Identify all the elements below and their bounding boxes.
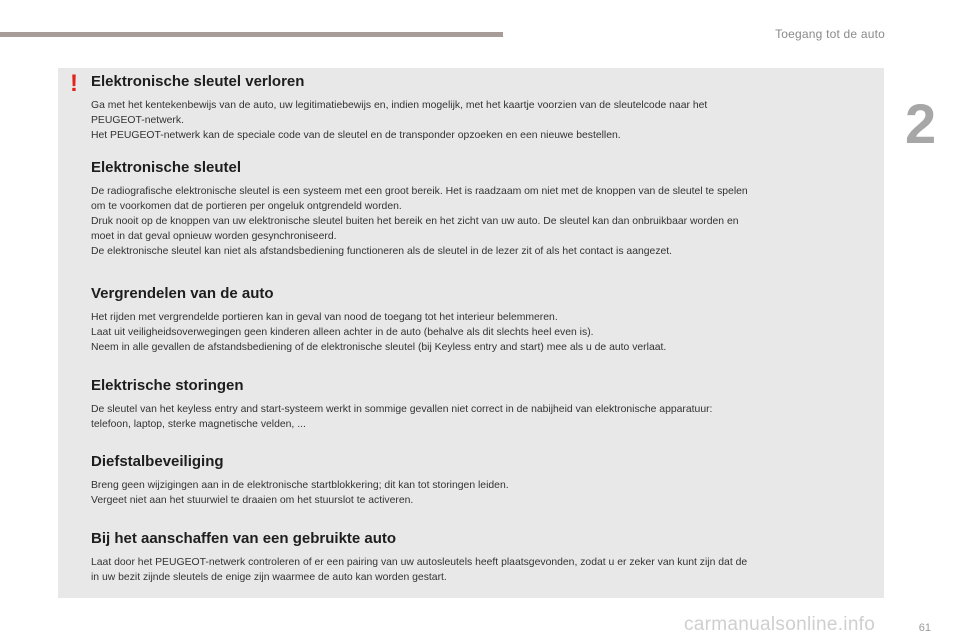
- section-electronic-key: [91, 159, 877, 259]
- section-title: Elektrische storingen: [91, 377, 244, 394]
- section-title: Elektronische sleutel verloren: [91, 73, 305, 90]
- section-title: Elektronische sleutel: [91, 159, 242, 176]
- section-title: Vergrendelen van de auto: [91, 285, 274, 302]
- section-anti-theft: [91, 453, 877, 508]
- paragraph-line: De radiografische elektronische sleutel is een systeem met een groot bereik. Het is raadzaam om niet met de knoppen van de sleutel te spelen: [91, 186, 748, 197]
- paragraph-line: in uw bezit zijnde sleutels de enige zijn waarmee de auto kan worden gestart.: [91, 572, 447, 583]
- paragraph-line: Druk nooit op de knoppen van uw elektronische sleutel buiten het bereik en het zicht van uw auto. De sleutel kan dan onbruikbaar worden en: [91, 216, 739, 227]
- watermark: carmanualsonline.info: [684, 614, 876, 635]
- section-title: Diefstalbeveiliging: [91, 453, 224, 470]
- paragraph-line: De elektronische sleutel kan niet als afstandsbediening functioneren als de sleutel in de lezer zit of als het contact is aangezet.: [91, 246, 673, 257]
- paragraph-line: moet in dat geval opnieuw worden gesynchroniseerd.: [91, 231, 337, 242]
- paragraph-line: De sleutel van het keyless entry and start-systeem werkt in sommige gevallen niet correct in de nabijheid van elektronische apparatuur:: [91, 404, 713, 415]
- paragraph-line: om te voorkomen dat de portieren per ongeluk ontgrendeld worden.: [91, 201, 402, 212]
- exclamation-icon: !: [70, 70, 78, 97]
- paragraph-line: Vergeet niet aan het stuurwiel te draaien om het stuurslot te activeren.: [91, 495, 414, 506]
- section-title: Bij het aanschaffen van een gebruikte auto: [91, 530, 397, 547]
- section-lost-key: [91, 73, 877, 143]
- paragraph-line: telefoon, laptop, sterke magnetische velden, ...: [91, 419, 306, 430]
- paragraph-line: Neem in alle gevallen de afstandsbediening of de elektronische sleutel (bij Keyless entry and start) mee als u de auto verlaat.: [91, 342, 667, 353]
- paragraph-line: Laat uit veiligheidsoverwegingen geen kinderen alleen achter in de auto (behalve als dit slechts heel even is).: [91, 327, 594, 338]
- paragraph-line: Breng geen wijzigingen aan in de elektronische startblokkering; dit kan tot storingen leiden.: [91, 480, 509, 491]
- section-used-car: [91, 530, 877, 585]
- section-electrical-faults: [91, 377, 877, 432]
- header-bar: [0, 32, 503, 37]
- paragraph-line: Laat door het PEUGEOT-netwerk controleren of er een pairing van uw autosleutels heeft plaatsgevonden, zodat u er zeker van kunt zijn dat de: [91, 557, 748, 568]
- paragraph-line: Het PEUGEOT-netwerk kan de speciale code van de sleutel en de transponder opzoeken en een nieuwe bestellen.: [91, 130, 621, 141]
- page-header-title: Toegang tot de auto: [775, 27, 885, 41]
- chapter-number: 2: [905, 92, 937, 155]
- section-locking: [91, 285, 877, 355]
- paragraph-line: PEUGEOT-netwerk.: [91, 115, 184, 126]
- paragraph-line: Het rijden met vergrendelde portieren kan in geval van nood de toegang tot het interieur belemmeren.: [91, 312, 558, 323]
- paragraph-line: Ga met het kentekenbewijs van de auto, uw legitimatiebewijs en, indien mogelijk, met het kaartje voorzien van de sleutelcode naar het: [91, 100, 708, 111]
- page-number: 61: [918, 622, 931, 634]
